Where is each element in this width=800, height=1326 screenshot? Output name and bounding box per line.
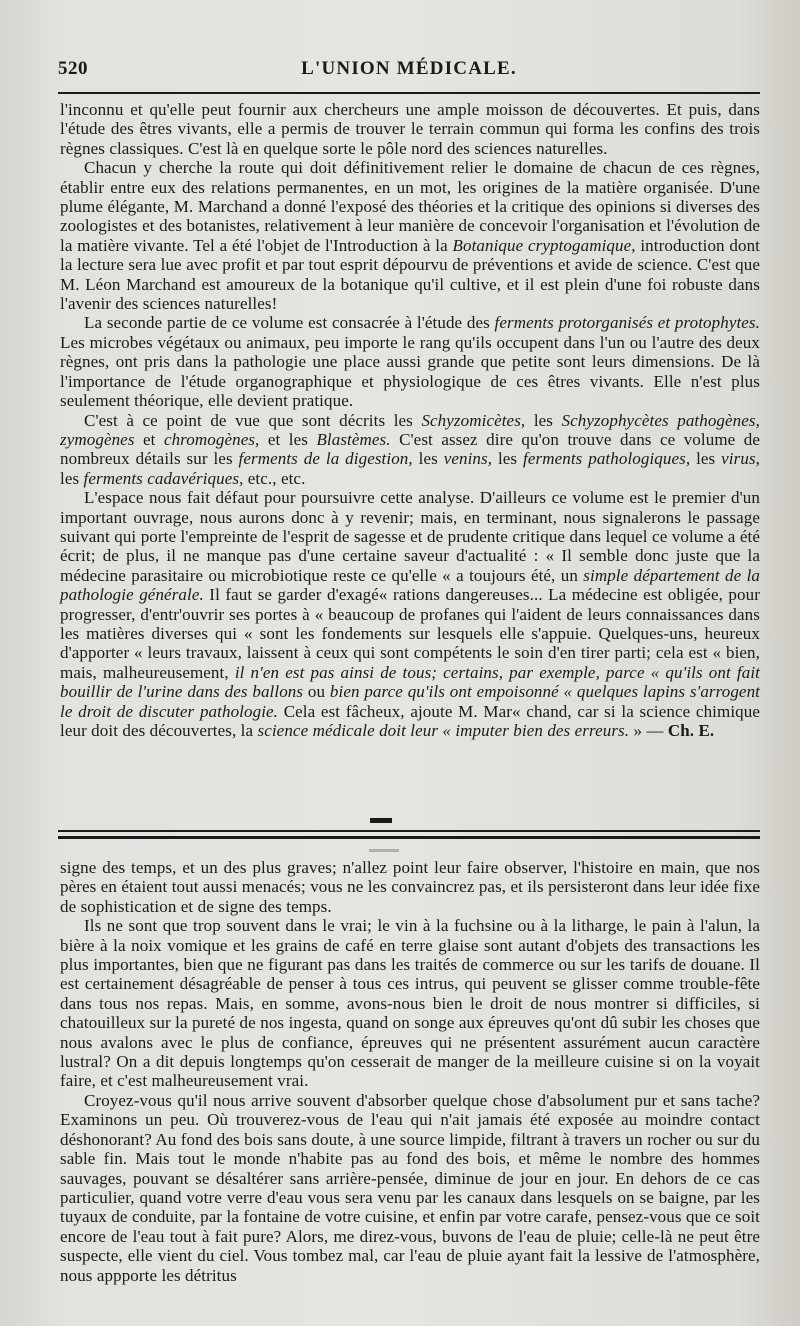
journal-title: L'UNION MÉDICALE. <box>301 58 517 79</box>
feuilleton-paragraph-1: signe des temps, et un des plus graves; n'allez point leur faire observer, l'histoire en main, que nos pères en étaient tout aussi menacés; vous ne les convaincrez pas, et ils persisteront dans leur idée fixe de sophistication et de signe des temps. <box>60 858 760 916</box>
paragraph-2: Chacun y cherche la route qui doit définitivement relier le domaine de chacun de ces règnes, établir entre eux des relations permanentes, en un mot, les origines de la matière organisée. D'une plume élégante, M. Marchand a donné l'exposé des théories et la critique des opinions si diverses des zoologistes et des botanistes, relativement à leur manière de concevoir l'organisation et l'évolution de la matière vivante. Tel a été l'objet de l'Introduction à la Botanique cryptogamique, introduction dont la lecture sera lue avec profit et par tout esprit dépourvu de préventions et avide de science. C'est que M. Léon Marchand est amoureux de la botanique qu'il cultive, et il est plein d'une foi robuste dans l'avenir des sciences naturelles! <box>60 158 760 314</box>
divider-rule-thin <box>58 830 760 832</box>
feuilleton-paragraph-3: Croyez-vous qu'il nous arrive souvent d'absorber quelque chose d'absolument pur et sans tache? Examinons un peu. Où trouverez-vous de l'eau qui n'ait jamais été exposée au moindre contact déshonorant? Au fond des bois sans doute, à une source limpide, filtrant à travers un rocher ou sur du sable fin. Mais tout le monde n'habite pas au fond des bois, et même le nombre des hommes sauvages, pouvant se désaltérer sans arrière-pensée, diminue de jour en jour. En dehors de ce cas particulier, quand votre verre d'eau vous sera venu par les canaux dans lesquels on se baigne, par les tuyaux de conduite, par la fontaine de votre cuisine, et enfin par votre carafe, pensez-vous que ce soit encore de l'eau tout à fait pure? Alors, me direz-vous, buvons de l'eau de pluie; celle-là ne peut être suspecte, elle vient du ciel. Vous tombez mal, car l'eau de pluie ayant fait la lessive de l'atmosphère, nous appporte les détritus <box>60 1090 760 1285</box>
section-end-mark <box>370 818 392 823</box>
paragraph-5: L'espace nous fait défaut pour poursuivre cette analyse. D'ailleurs ce volume est le premier d'un important ouvrage, nous aurons donc à y revenir; mais, en terminant, nous signalerons le passage suivant qui porte l'empreinte de l'esprit de sagesse et de prudente critique dans lequel ce volume a été écrit; de plus, il ne manque pas d'une certaine saveur d'actualité : « Il semble donc juste que la médecine parasitaire ou microbiotique reste ce qu'elle « a toujours été, un simple département de la pathologie générale. Il faut se garder d'exagé« rations dangereuses... La médecine est obligée, pour progresser, d'entr'ouvrir ses portes à « beaucoup de profanes qui l'aident de leurs connaissances dans les matières diverses qui « sont les fondements sur lesquels elle s'appuie. Quelques-uns, heureux d'apporter « leurs travaux, laissent à ceux qui sont compétents le soin d'en tirer parti; cela est « bien, mais, malheureusement, il n'en est pas ainsi de tous; certains, par exemple, parce « qu'ils ont fait bouillir de l'urine dans des ballons ou bien parce qu'ils ont empoisonné « quelques lapins s'arrogent le droit de discuter pathologie. Cela est fâcheux, ajoute M. Mar« chand, car si la science chimique leur doit des découvertes, la science médicale doit leur « imputer bien des erreurs. » — Ch. E. <box>60 488 761 740</box>
page-number: 520 <box>58 58 88 79</box>
page-header <box>58 56 760 86</box>
feuilleton-section <box>60 858 760 1285</box>
review-section <box>60 100 760 740</box>
author-signature: Ch. E. <box>667 721 715 740</box>
ink-smudge <box>355 846 415 856</box>
feuilleton-paragraph-2: Ils ne sont que trop souvent dans le vrai; le vin à la fuchsine ou à la litharge, le pain à l'alun, la bière à la noix vomique et les grains de café en terre glaise sont autant d'objets des transactions les plus importantes, bien que ne figurant pas dans les traités de commerce ou sur les tarifs de douane. Il est certainement désagréable de penser à tous ces intrus, qui peuvent se glisser comme trouble-fête dans tous nos repas. Mais, en somme, avons-nous bien le droit de nous montrer si difficiles, si chatouilleux sur la pureté de nos ingesta, quand on songe aux épreuves qu'ont dû subir les choses que nous avalons avec le plus de confiance, épreuves qui ne présentent assurément aucun caractère lustral? On a dit depuis longtemps qu'on cesserait de manger de la meilleure cuisine si on la voyait faire, et c'est malheureusement vrai. <box>60 916 760 1091</box>
header-rule <box>58 92 760 94</box>
paragraph-4: C'est à ce point de vue que sont décrits les Schyzomicètes, les Schyzophycètes pathogènes, zymogènes et chromogènes, et les Blastèmes. C'est assez dire qu'on trouve dans ce volume de nombreux détails sur les ferments de la digestion, les venins, les ferments pathologiques, les virus, les ferments cadavériques, etc., etc. <box>60 410 761 488</box>
paragraph-1: l'inconnu et qu'elle peut fournir aux chercheurs une ample moisson de découvertes. Et puis, dans l'étude des êtres vivants, elle a permis de trouver le terrain commun qui forma les confins des trois règnes classiques. C'est là en quelque sorte le pôle nord des sciences naturelles. <box>60 100 760 158</box>
paragraph-3: La seconde partie de ce volume est consacrée à l'étude des ferments protorganisés et protophytes. Les microbes végétaux ou animaux, peu importe le rang qu'ils occupent dans l'un ou l'autre des deux règnes, ont pris dans la pathologie une place aussi grande que petite sont leurs dimensions. De là l'importance de l'étude organographique et physiologique de ces êtres vivants. Elle n'est plus seulement théorique, elle devient pratique. <box>60 313 760 411</box>
divider-rule-thick <box>58 836 760 839</box>
